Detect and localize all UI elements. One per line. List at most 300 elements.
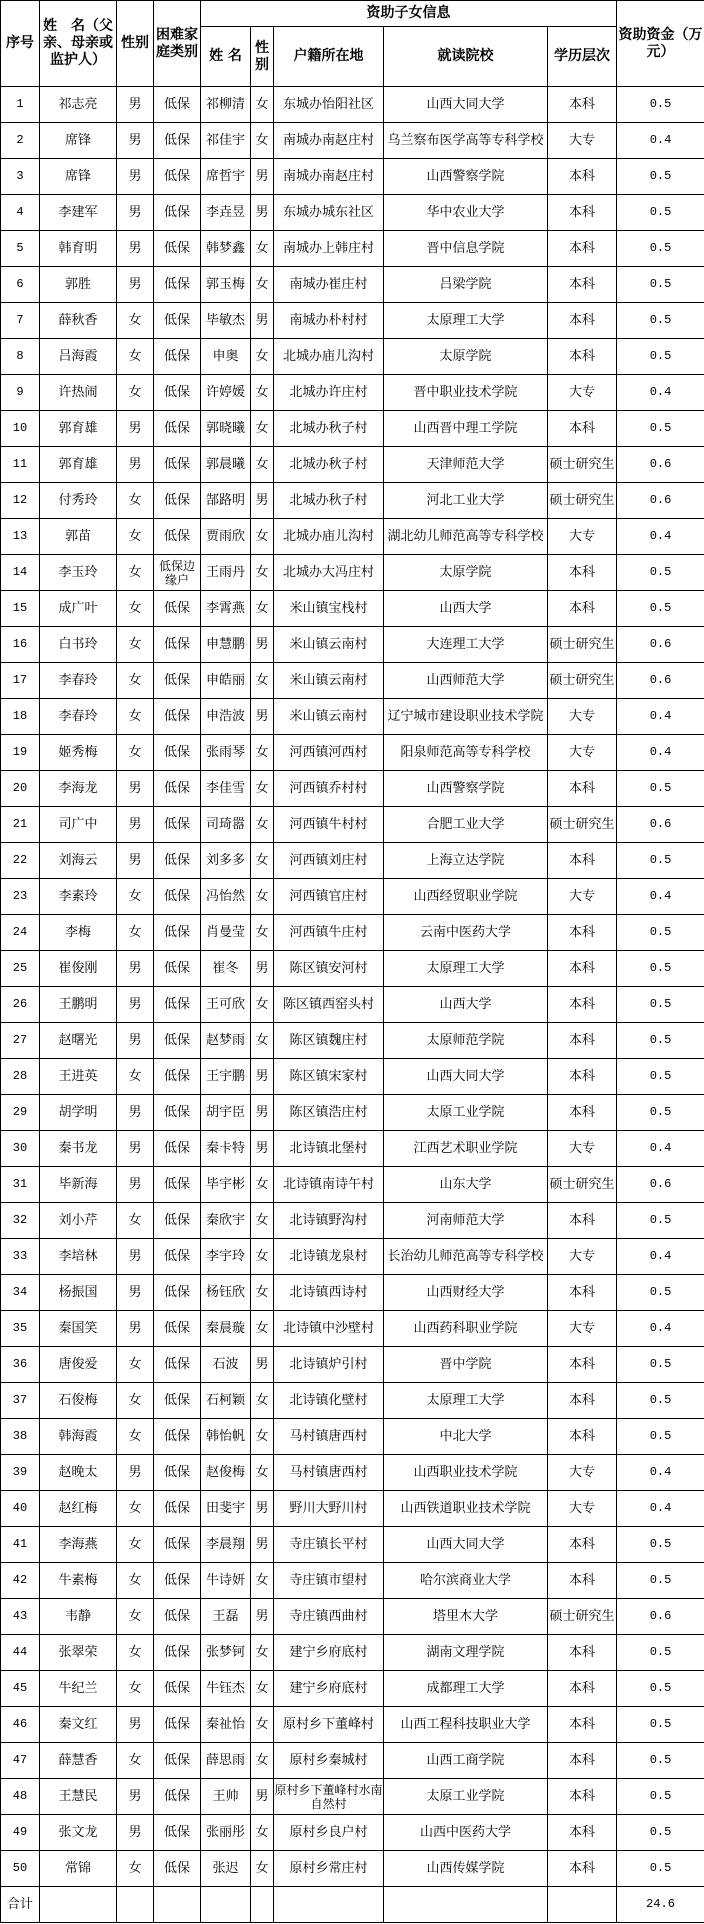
table-row bbox=[1, 879, 704, 915]
cell-hardship-type: 低保 bbox=[154, 1419, 201, 1455]
cell-child-gender: 女 bbox=[251, 1635, 274, 1671]
cell-school: 山西药科职业学院 bbox=[384, 1311, 548, 1347]
cell-hukou: 米山镇云南村 bbox=[274, 627, 384, 663]
cell-parent-name: 李建军 bbox=[40, 195, 117, 231]
cell-parent-name: 张翠荣 bbox=[40, 1635, 117, 1671]
cell-gender: 男 bbox=[117, 1131, 154, 1167]
cell-seq: 7 bbox=[1, 303, 40, 339]
cell-seq: 36 bbox=[1, 1347, 40, 1383]
cell-seq: 4 bbox=[1, 195, 40, 231]
cell-hukou: 北城办庙儿沟村 bbox=[274, 339, 384, 375]
cell-school: 山东大学 bbox=[384, 1167, 548, 1203]
cell-school: 太原工业学院 bbox=[384, 1095, 548, 1131]
header-hukou: 户籍所在地 bbox=[274, 27, 384, 87]
cell-seq: 18 bbox=[1, 699, 40, 735]
cell-hardship-type: 低保 bbox=[154, 1383, 201, 1419]
cell-amount: 0.5 bbox=[617, 1419, 704, 1455]
cell-hukou: 南城办南赵庄村 bbox=[274, 159, 384, 195]
cell-gender: 女 bbox=[117, 663, 154, 699]
cell-level: 本科 bbox=[548, 1059, 617, 1095]
cell-parent-name: 毕新海 bbox=[40, 1167, 117, 1203]
cell-hardship-type: 低保 bbox=[154, 483, 201, 519]
cell-gender: 女 bbox=[117, 735, 154, 771]
cell-parent-name: 石俊梅 bbox=[40, 1383, 117, 1419]
cell-seq: 30 bbox=[1, 1131, 40, 1167]
cell-gender: 男 bbox=[117, 87, 154, 123]
table-row bbox=[1, 771, 704, 807]
cell-hardship-type: 低保 bbox=[154, 627, 201, 663]
cell-level: 大专 bbox=[548, 1491, 617, 1527]
cell-hukou: 河西镇牛村村 bbox=[274, 807, 384, 843]
cell-seq: 44 bbox=[1, 1635, 40, 1671]
cell-amount: 0.5 bbox=[617, 1815, 704, 1851]
cell-hukou: 野川大野川村 bbox=[274, 1491, 384, 1527]
cell-level: 本科 bbox=[548, 303, 617, 339]
cell-level: 本科 bbox=[548, 1275, 617, 1311]
cell-amount: 0.5 bbox=[617, 1095, 704, 1131]
cell-child-gender: 女 bbox=[251, 1275, 274, 1311]
cell-school: 山西大同大学 bbox=[384, 1527, 548, 1563]
cell-parent-name: 郭育雄 bbox=[40, 411, 117, 447]
cell-level: 本科 bbox=[548, 1023, 617, 1059]
cell-child-gender: 女 bbox=[251, 771, 274, 807]
cell-amount: 0.5 bbox=[617, 1023, 704, 1059]
cell-school: 山西工商学院 bbox=[384, 1743, 548, 1779]
table-row bbox=[1, 1635, 704, 1671]
cell-child-name: 秦卡特 bbox=[201, 1131, 251, 1167]
cell-child-name: 薛思雨 bbox=[201, 1743, 251, 1779]
cell-seq: 42 bbox=[1, 1563, 40, 1599]
cell-gender: 女 bbox=[117, 555, 154, 591]
cell-seq: 22 bbox=[1, 843, 40, 879]
cell-child-name: 牛诗妍 bbox=[201, 1563, 251, 1599]
cell-hardship-type: 低保 bbox=[154, 1131, 201, 1167]
table-row bbox=[1, 555, 704, 591]
empty-cell bbox=[384, 1887, 548, 1923]
cell-school: 中北大学 bbox=[384, 1419, 548, 1455]
cell-amount: 0.5 bbox=[617, 1059, 704, 1095]
empty-cell bbox=[274, 1887, 384, 1923]
table-row bbox=[1, 1491, 704, 1527]
cell-child-name: 王磊 bbox=[201, 1599, 251, 1635]
cell-seq: 21 bbox=[1, 807, 40, 843]
cell-amount: 0.5 bbox=[617, 1203, 704, 1239]
cell-school: 大连理工大学 bbox=[384, 627, 548, 663]
cell-gender: 男 bbox=[117, 807, 154, 843]
cell-school: 塔里木大学 bbox=[384, 1599, 548, 1635]
cell-gender: 女 bbox=[117, 1059, 154, 1095]
cell-child-name: 许婷媛 bbox=[201, 375, 251, 411]
cell-child-gender: 女 bbox=[251, 1563, 274, 1599]
cell-school: 阳泉师范高等专科学校 bbox=[384, 735, 548, 771]
cell-amount: 0.5 bbox=[617, 555, 704, 591]
cell-hardship-type: 低保 bbox=[154, 1167, 201, 1203]
cell-seq: 38 bbox=[1, 1419, 40, 1455]
cell-child-gender: 男 bbox=[251, 1059, 274, 1095]
table-row bbox=[1, 663, 704, 699]
cell-level: 本科 bbox=[548, 915, 617, 951]
cell-parent-name: 白书玲 bbox=[40, 627, 117, 663]
table-row bbox=[1, 1455, 704, 1491]
cell-child-gender: 女 bbox=[251, 1383, 274, 1419]
table-row bbox=[1, 123, 704, 159]
cell-seq: 14 bbox=[1, 555, 40, 591]
cell-gender: 男 bbox=[117, 231, 154, 267]
cell-child-gender: 女 bbox=[251, 447, 274, 483]
cell-hukou: 陈区镇西窑头村 bbox=[274, 987, 384, 1023]
cell-seq: 13 bbox=[1, 519, 40, 555]
table-row bbox=[1, 1131, 704, 1167]
cell-child-gender: 女 bbox=[251, 1203, 274, 1239]
cell-parent-name: 秦国笑 bbox=[40, 1311, 117, 1347]
cell-child-gender: 女 bbox=[251, 375, 274, 411]
cell-level: 本科 bbox=[548, 555, 617, 591]
cell-hardship-type: 低保 bbox=[154, 1491, 201, 1527]
cell-seq: 40 bbox=[1, 1491, 40, 1527]
cell-amount: 0.4 bbox=[617, 879, 704, 915]
cell-hukou: 北城办秋子村 bbox=[274, 483, 384, 519]
cell-amount: 0.5 bbox=[617, 1563, 704, 1599]
cell-child-gender: 女 bbox=[251, 339, 274, 375]
cell-parent-name: 付秀玲 bbox=[40, 483, 117, 519]
cell-level: 本科 bbox=[548, 1383, 617, 1419]
cell-seq: 39 bbox=[1, 1455, 40, 1491]
cell-child-name: 李霄燕 bbox=[201, 591, 251, 627]
cell-child-name: 李晨翔 bbox=[201, 1527, 251, 1563]
cell-amount: 0.6 bbox=[617, 483, 704, 519]
cell-amount: 0.5 bbox=[617, 843, 704, 879]
cell-seq: 8 bbox=[1, 339, 40, 375]
cell-hardship-type: 低保 bbox=[154, 1455, 201, 1491]
cell-amount: 0.5 bbox=[617, 411, 704, 447]
empty-cell bbox=[117, 1887, 154, 1923]
cell-parent-name: 席锋 bbox=[40, 159, 117, 195]
cell-parent-name: 牛素梅 bbox=[40, 1563, 117, 1599]
cell-seq: 11 bbox=[1, 447, 40, 483]
cell-level: 大专 bbox=[548, 123, 617, 159]
cell-school: 太原理工大学 bbox=[384, 951, 548, 987]
cell-parent-name: 韩育明 bbox=[40, 231, 117, 267]
cell-child-name: 赵俊梅 bbox=[201, 1455, 251, 1491]
cell-hardship-type: 低保 bbox=[154, 879, 201, 915]
cell-parent-name: 薛慧香 bbox=[40, 1743, 117, 1779]
cell-hardship-type: 低保 bbox=[154, 1599, 201, 1635]
empty-cell bbox=[201, 1887, 251, 1923]
cell-child-name: 王雨丹 bbox=[201, 555, 251, 591]
cell-level: 大专 bbox=[548, 375, 617, 411]
cell-parent-name: 李梅 bbox=[40, 915, 117, 951]
cell-school: 山西铁道职业技术学院 bbox=[384, 1491, 548, 1527]
cell-school: 湖北幼儿师范高等专科学校 bbox=[384, 519, 548, 555]
cell-gender: 男 bbox=[117, 123, 154, 159]
cell-amount: 0.4 bbox=[617, 1455, 704, 1491]
cell-gender: 女 bbox=[117, 519, 154, 555]
cell-child-gender: 女 bbox=[251, 735, 274, 771]
cell-hardship-type: 低保 bbox=[154, 1743, 201, 1779]
header-gender: 性别 bbox=[117, 1, 154, 87]
cell-hardship-type: 低保 bbox=[154, 303, 201, 339]
cell-gender: 女 bbox=[117, 1419, 154, 1455]
cell-parent-name: 杨振国 bbox=[40, 1275, 117, 1311]
table-row bbox=[1, 1311, 704, 1347]
cell-amount: 0.5 bbox=[617, 231, 704, 267]
cell-seq: 10 bbox=[1, 411, 40, 447]
cell-parent-name: 李玉玲 bbox=[40, 555, 117, 591]
cell-child-name: 毕宇彬 bbox=[201, 1167, 251, 1203]
cell-school: 太原学院 bbox=[384, 339, 548, 375]
table-row bbox=[1, 1095, 704, 1131]
cell-seq: 12 bbox=[1, 483, 40, 519]
cell-hukou: 原村乡下董峰村 bbox=[274, 1707, 384, 1743]
cell-child-gender: 男 bbox=[251, 951, 274, 987]
empty-cell bbox=[40, 1887, 117, 1923]
cell-level: 本科 bbox=[548, 195, 617, 231]
cell-seq: 29 bbox=[1, 1095, 40, 1131]
cell-parent-name: 李海龙 bbox=[40, 771, 117, 807]
cell-amount: 0.4 bbox=[617, 1491, 704, 1527]
cell-seq: 43 bbox=[1, 1599, 40, 1635]
cell-school: 山西警察学院 bbox=[384, 159, 548, 195]
cell-child-name: 申浩波 bbox=[201, 699, 251, 735]
cell-parent-name: 姬秀梅 bbox=[40, 735, 117, 771]
table-row bbox=[1, 159, 704, 195]
cell-child-gender: 男 bbox=[251, 159, 274, 195]
header-seq: 序号 bbox=[1, 1, 40, 87]
cell-seq: 32 bbox=[1, 1203, 40, 1239]
cell-level: 本科 bbox=[548, 1671, 617, 1707]
cell-level: 本科 bbox=[548, 159, 617, 195]
cell-hardship-type: 低保 bbox=[154, 987, 201, 1023]
cell-seq: 15 bbox=[1, 591, 40, 627]
cell-amount: 0.5 bbox=[617, 915, 704, 951]
cell-level: 本科 bbox=[548, 771, 617, 807]
empty-cell bbox=[154, 1887, 201, 1923]
cell-hardship-type: 低保 bbox=[154, 195, 201, 231]
cell-child-gender: 女 bbox=[251, 1815, 274, 1851]
cell-hukou: 建宁乡府底村 bbox=[274, 1635, 384, 1671]
cell-child-gender: 女 bbox=[251, 807, 274, 843]
cell-parent-name: 郭苗 bbox=[40, 519, 117, 555]
total-row bbox=[1, 1887, 704, 1923]
cell-child-gender: 女 bbox=[251, 1743, 274, 1779]
cell-level: 本科 bbox=[548, 1563, 617, 1599]
cell-gender: 女 bbox=[117, 339, 154, 375]
cell-seq: 20 bbox=[1, 771, 40, 807]
cell-school: 合肥工业大学 bbox=[384, 807, 548, 843]
cell-child-name: 秦晨璇 bbox=[201, 1311, 251, 1347]
cell-hardship-type: 低保 bbox=[154, 1707, 201, 1743]
cell-hardship-type: 低保 bbox=[154, 1347, 201, 1383]
cell-school: 山西职业技术学院 bbox=[384, 1455, 548, 1491]
cell-gender: 女 bbox=[117, 879, 154, 915]
table-row bbox=[1, 1419, 704, 1455]
cell-child-name: 韩怡帆 bbox=[201, 1419, 251, 1455]
table-row bbox=[1, 231, 704, 267]
cell-school: 哈尔滨商业大学 bbox=[384, 1563, 548, 1599]
cell-school: 山西传媒学院 bbox=[384, 1851, 548, 1887]
cell-gender: 女 bbox=[117, 1851, 154, 1887]
cell-amount: 0.4 bbox=[617, 1131, 704, 1167]
cell-seq: 5 bbox=[1, 231, 40, 267]
cell-hardship-type: 低保 bbox=[154, 1851, 201, 1887]
cell-hardship-type: 低保 bbox=[154, 1095, 201, 1131]
cell-school: 山西中医药大学 bbox=[384, 1815, 548, 1851]
cell-seq: 9 bbox=[1, 375, 40, 411]
cell-level: 本科 bbox=[548, 339, 617, 375]
table-row bbox=[1, 339, 704, 375]
cell-amount: 0.6 bbox=[617, 627, 704, 663]
table-row bbox=[1, 375, 704, 411]
cell-child-gender: 男 bbox=[251, 483, 274, 519]
cell-level: 大专 bbox=[548, 1239, 617, 1275]
cell-child-name: 刘多多 bbox=[201, 843, 251, 879]
cell-child-gender: 女 bbox=[251, 843, 274, 879]
cell-parent-name: 李培林 bbox=[40, 1239, 117, 1275]
cell-seq: 47 bbox=[1, 1743, 40, 1779]
cell-gender: 女 bbox=[117, 1635, 154, 1671]
cell-hardship-type: 低保 bbox=[154, 1059, 201, 1095]
cell-level: 本科 bbox=[548, 87, 617, 123]
cell-child-name: 申奥 bbox=[201, 339, 251, 375]
cell-gender: 男 bbox=[117, 447, 154, 483]
cell-seq: 25 bbox=[1, 951, 40, 987]
table-row bbox=[1, 1779, 704, 1815]
cell-parent-name: 赵曙光 bbox=[40, 1023, 117, 1059]
cell-level: 本科 bbox=[548, 267, 617, 303]
cell-amount: 0.5 bbox=[617, 1671, 704, 1707]
cell-hukou: 米山镇云南村 bbox=[274, 663, 384, 699]
cell-school: 山西大同大学 bbox=[384, 87, 548, 123]
cell-hardship-type: 低保 bbox=[154, 87, 201, 123]
cell-seq: 41 bbox=[1, 1527, 40, 1563]
cell-hardship-type: 低保 bbox=[154, 123, 201, 159]
cell-amount: 0.5 bbox=[617, 267, 704, 303]
cell-child-name: 毕敏杰 bbox=[201, 303, 251, 339]
cell-child-name: 张丽彤 bbox=[201, 1815, 251, 1851]
cell-amount: 0.5 bbox=[617, 195, 704, 231]
cell-school: 江西艺术职业学院 bbox=[384, 1131, 548, 1167]
table-row bbox=[1, 1347, 704, 1383]
cell-level: 大专 bbox=[548, 699, 617, 735]
cell-hardship-type: 低保 bbox=[154, 1023, 201, 1059]
cell-hukou: 河西镇刘庄村 bbox=[274, 843, 384, 879]
cell-gender: 女 bbox=[117, 1563, 154, 1599]
cell-hukou: 原村乡秦城村 bbox=[274, 1743, 384, 1779]
header-level: 学历层次 bbox=[548, 27, 617, 87]
cell-level: 硕士研究生 bbox=[548, 1599, 617, 1635]
cell-hardship-type: 低保 bbox=[154, 735, 201, 771]
cell-seq: 50 bbox=[1, 1851, 40, 1887]
cell-gender: 女 bbox=[117, 699, 154, 735]
cell-hardship-type: 低保 bbox=[154, 1635, 201, 1671]
cell-school: 辽宁城市建设职业技术学院 bbox=[384, 699, 548, 735]
cell-gender: 男 bbox=[117, 951, 154, 987]
cell-child-gender: 女 bbox=[251, 1023, 274, 1059]
cell-gender: 男 bbox=[117, 843, 154, 879]
cell-seq: 31 bbox=[1, 1167, 40, 1203]
cell-child-gender: 女 bbox=[251, 87, 274, 123]
cell-gender: 女 bbox=[117, 1743, 154, 1779]
cell-hardship-type: 低保 bbox=[154, 699, 201, 735]
cell-child-name: 冯怡然 bbox=[201, 879, 251, 915]
cell-child-name: 贾雨欣 bbox=[201, 519, 251, 555]
cell-hardship-type: 低保 bbox=[154, 843, 201, 879]
cell-amount: 0.5 bbox=[617, 87, 704, 123]
cell-child-gender: 男 bbox=[251, 303, 274, 339]
cell-child-name: 秦欣宇 bbox=[201, 1203, 251, 1239]
cell-gender: 女 bbox=[117, 1671, 154, 1707]
cell-hukou: 北诗镇中沙壁村 bbox=[274, 1311, 384, 1347]
cell-parent-name: 王慧民 bbox=[40, 1779, 117, 1815]
cell-parent-name: 韩海霞 bbox=[40, 1419, 117, 1455]
cell-school: 成都理工大学 bbox=[384, 1671, 548, 1707]
cell-seq: 17 bbox=[1, 663, 40, 699]
cell-gender: 男 bbox=[117, 1167, 154, 1203]
cell-child-name: 韩梦鑫 bbox=[201, 231, 251, 267]
cell-level: 本科 bbox=[548, 951, 617, 987]
cell-amount: 0.6 bbox=[617, 807, 704, 843]
cell-child-gender: 女 bbox=[251, 231, 274, 267]
cell-child-name: 张雨琴 bbox=[201, 735, 251, 771]
cell-child-gender: 女 bbox=[251, 663, 274, 699]
cell-parent-name: 许热闹 bbox=[40, 375, 117, 411]
cell-parent-name: 李海燕 bbox=[40, 1527, 117, 1563]
table-row bbox=[1, 519, 704, 555]
cell-hardship-type: 低保 bbox=[154, 159, 201, 195]
cell-school: 太原理工大学 bbox=[384, 1383, 548, 1419]
table-row bbox=[1, 1239, 704, 1275]
header-parent-name: 姓 名（父亲、母亲或监护人） bbox=[40, 1, 117, 87]
table-row bbox=[1, 87, 704, 123]
cell-amount: 0.5 bbox=[617, 591, 704, 627]
table-row bbox=[1, 1707, 704, 1743]
cell-child-name: 申皓丽 bbox=[201, 663, 251, 699]
cell-child-gender: 女 bbox=[251, 591, 274, 627]
cell-hardship-type: 低保 bbox=[154, 231, 201, 267]
cell-hukou: 寺庄镇西曲村 bbox=[274, 1599, 384, 1635]
table-row bbox=[1, 1815, 704, 1851]
table-row bbox=[1, 483, 704, 519]
cell-child-gender: 男 bbox=[251, 699, 274, 735]
cell-child-name: 胡宇臣 bbox=[201, 1095, 251, 1131]
cell-level: 本科 bbox=[548, 1851, 617, 1887]
cell-hardship-type: 低保 bbox=[154, 771, 201, 807]
cell-gender: 女 bbox=[117, 303, 154, 339]
cell-child-name: 司琦嚣 bbox=[201, 807, 251, 843]
cell-hardship-type: 低保 bbox=[154, 411, 201, 447]
cell-amount: 0.5 bbox=[617, 951, 704, 987]
cell-gender: 男 bbox=[117, 1779, 154, 1815]
header-child-name: 姓 名 bbox=[201, 27, 251, 87]
cell-school: 晋中信息学院 bbox=[384, 231, 548, 267]
cell-parent-name: 王进英 bbox=[40, 1059, 117, 1095]
cell-seq: 48 bbox=[1, 1779, 40, 1815]
cell-parent-name: 唐俊爱 bbox=[40, 1347, 117, 1383]
header-child-gender: 性别 bbox=[251, 27, 274, 87]
cell-child-gender: 男 bbox=[251, 1527, 274, 1563]
header-hardship-type: 困难家庭类别 bbox=[154, 1, 201, 87]
cell-level: 本科 bbox=[548, 411, 617, 447]
cell-hardship-type: 低保 bbox=[154, 1815, 201, 1851]
cell-child-name: 石波 bbox=[201, 1347, 251, 1383]
cell-hardship-type: 低保 bbox=[154, 915, 201, 951]
cell-hukou: 陈区镇浩庄村 bbox=[274, 1095, 384, 1131]
cell-gender: 女 bbox=[117, 1383, 154, 1419]
cell-hukou: 河西镇乔村村 bbox=[274, 771, 384, 807]
cell-seq: 34 bbox=[1, 1275, 40, 1311]
cell-seq: 35 bbox=[1, 1311, 40, 1347]
cell-amount: 0.5 bbox=[617, 1275, 704, 1311]
